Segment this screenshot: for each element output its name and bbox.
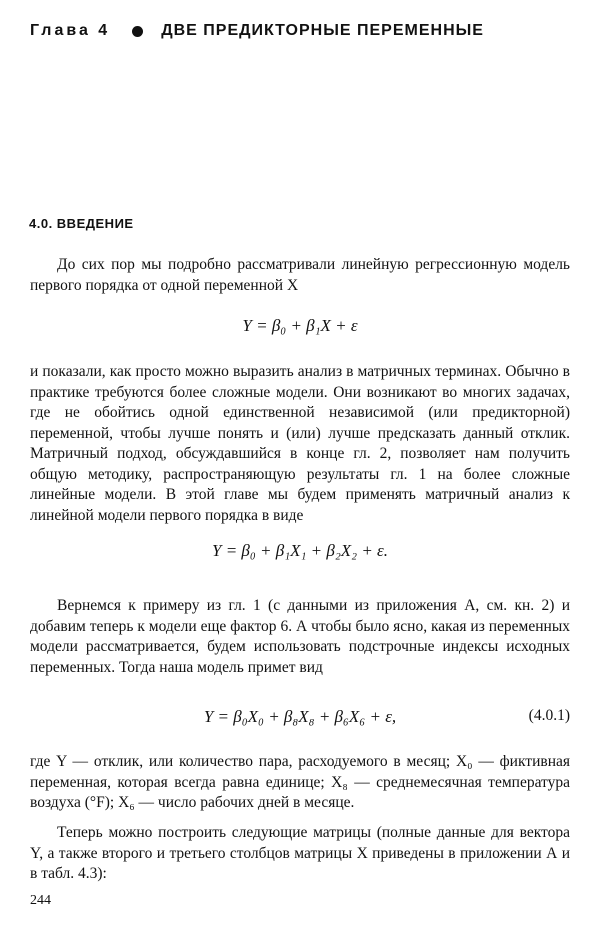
equation-3 (0, 707, 600, 727)
equation-1: Y = β₀ + β₁X + ε (242, 316, 358, 335)
paragraph-3: Вернемся к примеру из гл. 1 (с данными из приложения А, см. кн. 2) и добавим теперь к модели еще фактор 6. А чтобы было ясно, какая из переменных модели рассматривается, будем использовать подстрочные индексы исходных переменных. Тогда наша модель примет вид (30, 597, 570, 676)
equation-number: (4.0.1) (528, 707, 570, 724)
section-title: 4.0. ВВЕДЕНИЕ (29, 216, 134, 231)
chapter-label: Глава 4 (30, 22, 111, 39)
equation-2: Y = β₀ + β₁X₁ + β₂X₂ + ε. (211, 541, 388, 560)
paragraph-2: и показали, как просто можно выразить анализ в матричных терминах. Обычно в практике требуются более сложные модели. Они возникают во многих задачах, где не обойтись одной единственной независимой (или предикторной) переменной, чтобы лучше понять и (или) лучше предсказать данный отклик. Матричный подход, обсуждавшийся в конце гл. 2, позволяет нам получить общую методику, распространяющую результаты гл. 1 на более сложные линейные модели. В этой главе мы будем применять матричный анализ к линейной модели первого порядка в виде (30, 363, 570, 524)
chapter-title: ДВЕ ПРЕДИКТОРНЫЕ ПЕРЕМЕННЫЕ (161, 22, 484, 39)
equation-3-formula: Y = β₀X₀ + β₈X₈ + β₆X₆ + ε, (203, 707, 397, 726)
bullet-icon (132, 26, 143, 37)
paragraph-1: До сих пор мы подробно рассматривали линейную регрессионную модель первого порядка от одной переменной X (30, 256, 570, 294)
paragraph-5: Теперь можно построить следующие матрицы (полные данные для вектора Y, а также второго и третьего столбцов матрицы X приведены в приложении А и в табл. 4.3): (30, 824, 570, 882)
paragraph-4: где Y — отклик, или количество пара, расходуемого в месяц; X₀ — фиктивная переменная, которая всегда равна единице; X₈ — среднемесячная температура воздуха (°F); X₆ — число рабочих дней в месяце. (30, 753, 570, 811)
page-number: 244 (30, 893, 51, 908)
chapter-header (30, 22, 484, 40)
